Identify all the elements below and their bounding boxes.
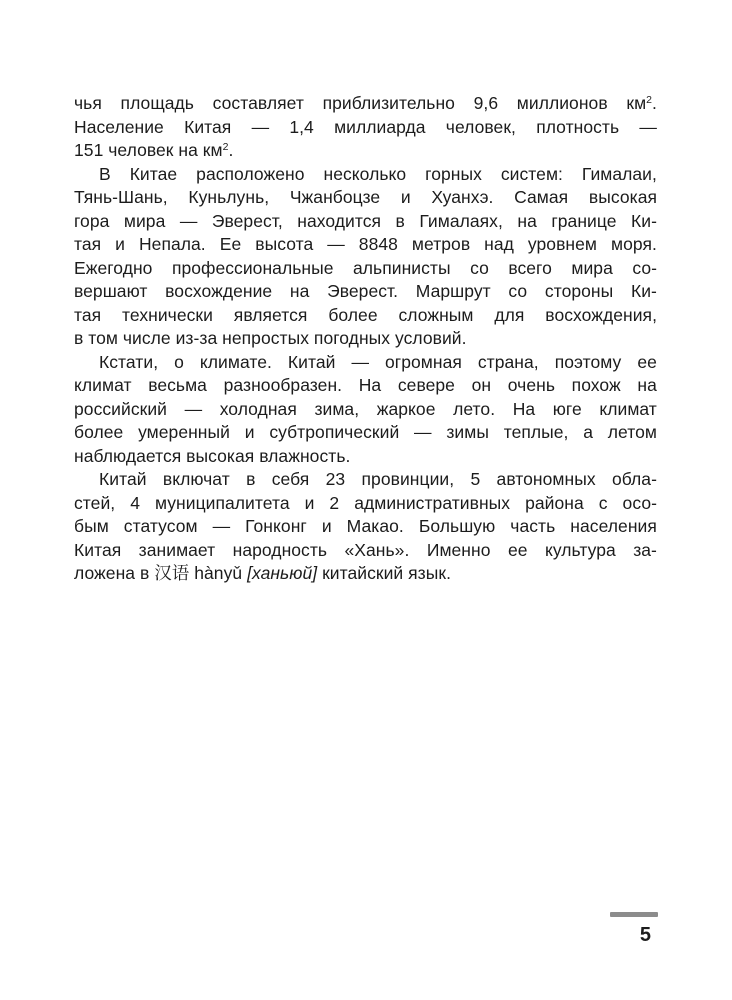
word: теплые, (503, 422, 569, 442)
word: административных (354, 492, 511, 513)
text-line (74, 421, 657, 445)
word: субтропический (269, 422, 400, 442)
word: профессиональные (171, 257, 334, 278)
word: 1,4 (289, 116, 314, 137)
word: на (637, 375, 657, 395)
body-text (74, 92, 657, 586)
word: осо- (622, 492, 657, 513)
word: для (494, 304, 525, 325)
text-line (74, 351, 657, 375)
text-line (74, 398, 657, 422)
word: зимы (446, 422, 489, 442)
word: Эверест. (327, 281, 399, 301)
word: из-за (175, 328, 218, 348)
word: культура (544, 539, 616, 560)
word: сложным (398, 304, 474, 325)
word: и (244, 422, 255, 442)
word: Китае (129, 163, 178, 184)
word: границе (551, 210, 617, 231)
word: стороны (544, 281, 614, 301)
word: — (639, 116, 657, 137)
word: Именно (426, 539, 491, 560)
word: включат (162, 469, 230, 489)
word: климате. (199, 351, 272, 372)
word: бым (74, 516, 109, 536)
word-km-squared: $км^2$. (626, 93, 657, 113)
text-line (74, 257, 657, 281)
word: а (583, 422, 594, 442)
word: Гималаях, (419, 210, 503, 231)
word: всего (508, 257, 552, 278)
text-line (74, 539, 657, 563)
word: более (74, 422, 124, 442)
word: метров (411, 234, 471, 254)
word: человек (108, 140, 174, 160)
word: со- (632, 257, 657, 278)
word: похож (571, 375, 621, 395)
word: за- (633, 539, 657, 560)
word: непростых (222, 328, 310, 348)
word: 23 (325, 469, 346, 489)
word: язык. (408, 563, 452, 583)
word: альпинисты (353, 257, 451, 278)
word: разнообразен. (223, 375, 343, 395)
word: является (233, 304, 308, 325)
word: поэтому (554, 351, 622, 372)
word: 4 (130, 492, 140, 513)
page-number-bar (610, 912, 658, 917)
word: — (351, 351, 370, 372)
word: холодная (219, 398, 297, 419)
word: Китай (287, 351, 336, 372)
word: гора (74, 210, 110, 231)
word: чья (74, 93, 102, 113)
paragraph-3 (74, 351, 657, 469)
word: Ежегодно (74, 257, 153, 278)
word: Гонконг (245, 516, 307, 536)
word: Макао. (346, 516, 404, 536)
word: Тянь-Шань, (74, 187, 168, 207)
word: — (251, 116, 270, 137)
text-line (74, 163, 657, 187)
word: населения (570, 516, 657, 536)
text-line (74, 327, 657, 351)
word: 9,6 (473, 93, 499, 113)
word: Гималаи, (581, 163, 657, 184)
word: себя (271, 469, 310, 489)
word: погодных (313, 328, 391, 348)
word: и (321, 516, 332, 536)
text-line (74, 304, 657, 328)
word: в (139, 563, 150, 583)
word: Ее (219, 234, 242, 254)
word: технически (122, 304, 213, 325)
word: лето. (453, 398, 496, 419)
word: В (99, 163, 111, 184)
word: обла- (611, 469, 657, 489)
word: мира (571, 257, 613, 278)
paragraph-1 (74, 92, 657, 163)
word: севере (397, 375, 455, 395)
text-line (74, 374, 657, 398)
pinyin-word: hànyǔ (194, 563, 243, 583)
word: восхождение (165, 281, 273, 301)
word: Ки- (630, 281, 657, 301)
word: числе (122, 328, 171, 348)
word: — (184, 398, 203, 419)
paragraph-2 (74, 163, 657, 351)
word: народность (232, 539, 328, 560)
text-line (74, 139, 657, 163)
paragraph-4 (74, 468, 657, 586)
word: На (512, 398, 536, 419)
word: моря. (611, 234, 657, 254)
text-line (74, 116, 657, 140)
word: — (179, 210, 198, 231)
word: ее (637, 351, 657, 372)
word: и (115, 234, 125, 254)
word: Китай (99, 469, 147, 489)
text-line (74, 210, 657, 234)
word: горных (425, 163, 482, 184)
word: влажность. (259, 445, 351, 466)
word: в (74, 328, 84, 348)
text-line (74, 492, 657, 516)
word: Куньлунь, (188, 187, 270, 207)
word: вершают (74, 281, 148, 301)
word: умеренный (138, 422, 230, 442)
word: Население (74, 116, 164, 137)
word: Большую (418, 516, 496, 536)
text-line (74, 280, 657, 304)
text-line (74, 445, 657, 469)
word: Ки- (631, 210, 657, 231)
word: человек, (445, 116, 516, 137)
word: Китая (184, 116, 232, 137)
word: плотность (536, 116, 620, 137)
word: юге (552, 398, 582, 419)
word: Хуанхэ. (431, 187, 494, 207)
word: в (246, 469, 256, 489)
word: на (178, 140, 198, 160)
word: Китая (74, 539, 122, 560)
superscript: 2 (222, 141, 229, 154)
page-number: 5 (639, 924, 651, 946)
word: провинции, (361, 469, 455, 489)
word: миллиарда (334, 116, 426, 137)
word: района (525, 492, 584, 513)
word: Чжанбоцзе (289, 187, 381, 207)
text-line (74, 92, 657, 116)
word: — (212, 516, 231, 536)
word: высота (255, 234, 314, 254)
word: весьма (148, 375, 207, 395)
word: «Хань». (344, 539, 410, 560)
word: он (471, 375, 492, 395)
word: на (289, 281, 310, 301)
word: тая (74, 304, 102, 325)
word: более (328, 304, 378, 325)
word: автономных (496, 469, 596, 489)
word: и (400, 187, 411, 207)
word: Непала. (138, 234, 206, 254)
word: — (414, 422, 432, 442)
word: наблюдается (74, 445, 182, 466)
text-line (74, 186, 657, 210)
word: китайский (322, 563, 404, 583)
word: 151 (74, 140, 104, 160)
word-km-squared: $км^2$. (202, 140, 234, 160)
word: составляет (212, 93, 304, 113)
word: со (508, 281, 528, 301)
word: с (598, 492, 608, 513)
text-line (74, 233, 657, 257)
word: условий. (394, 328, 467, 348)
word: расположено (196, 163, 305, 184)
word: муниципалитета (154, 492, 290, 513)
word: уровнем (527, 234, 598, 254)
word: высокая (588, 187, 657, 207)
word: ложена (74, 563, 136, 583)
word: находится (297, 210, 382, 231)
word: часть (510, 516, 556, 536)
word: ее (507, 539, 528, 560)
word: очень (507, 375, 556, 395)
superscript: 2 (646, 94, 653, 107)
word: том (88, 328, 118, 348)
word: статусом (123, 516, 198, 536)
word: 8848 (358, 234, 398, 254)
word: Кстати, (99, 351, 159, 372)
word: восхождения, (545, 304, 657, 325)
word: в (395, 210, 405, 231)
word: миллионов (516, 93, 608, 113)
word: приблизительно (322, 93, 455, 113)
word: занимает (138, 539, 216, 560)
word: 2 (329, 492, 340, 513)
chinese-characters: 汉语 (154, 563, 190, 583)
text-line (74, 515, 657, 539)
word: огромная (385, 351, 462, 372)
word: и (304, 492, 315, 513)
word: мира (123, 210, 166, 231)
word: над (484, 234, 514, 254)
word: 5 (470, 469, 481, 489)
word: на (517, 210, 537, 231)
word: летом (607, 422, 657, 442)
word: На (358, 375, 382, 395)
word: Маршрут (415, 281, 491, 301)
word: систем: (500, 163, 563, 184)
word: площадь (120, 93, 194, 113)
word: российский (74, 398, 167, 419)
word: тая (74, 234, 102, 254)
text-line (74, 468, 657, 492)
text-line (74, 562, 657, 586)
word: климат (599, 398, 657, 419)
word: Эверест, (211, 210, 283, 231)
word: климат (74, 375, 132, 395)
word: стей, (74, 492, 116, 513)
word: Самая (514, 187, 569, 207)
word: со (470, 257, 489, 278)
word: зима, (314, 398, 360, 419)
word: — (327, 234, 345, 254)
word: высокая (186, 445, 255, 466)
word: страна, (477, 351, 539, 372)
word: несколько (323, 163, 407, 184)
word: жаркое (376, 398, 436, 419)
word: о (174, 351, 184, 372)
transcription-word: [ханьюй] (247, 563, 318, 583)
